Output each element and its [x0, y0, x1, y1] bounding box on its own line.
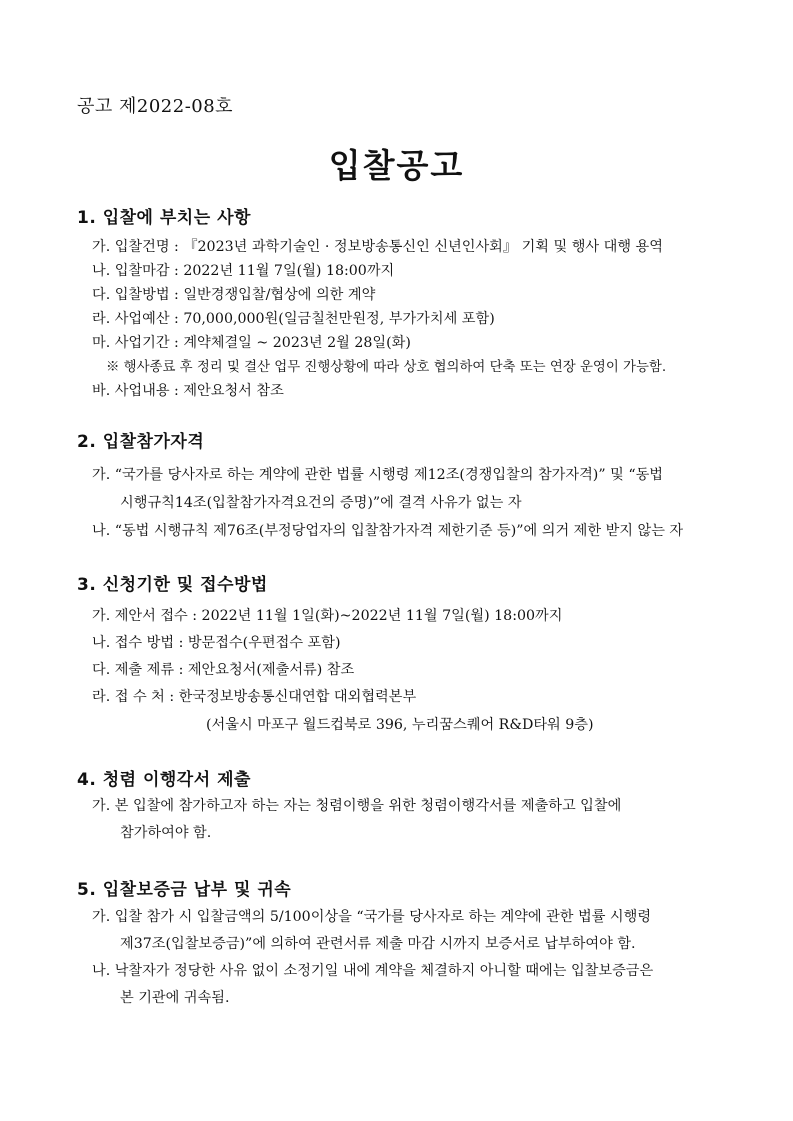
section-heading-1: 1. 입찰에 부치는 사항	[77, 208, 251, 228]
section-2-line: 시행규칙14조(입찰참가자격요건의 증명)”에 결격 사유가 없는 자	[120, 495, 522, 511]
section-3-address: (서울시 마포구 월드컵북로 396, 누리꿈스퀘어 R&D타워 9층)	[206, 717, 594, 733]
section-1-line: 가. 입찰건명 : 『2023년 과학기술인 · 정보방송통신인 신년인사회』 기획 및 행사 대행 용역	[92, 239, 663, 255]
section-heading-2: 2. 입찰참가자격	[77, 432, 205, 452]
section-1-line: 다. 입찰방법 : 일반경쟁입찰/협상에 의한 계약	[92, 287, 376, 303]
section-4-line: 참가하여야 함.	[120, 825, 212, 841]
section-1-line: 바. 사업내용 : 제안요청서 참조	[92, 383, 284, 399]
section-2-line: 가. “국가를 당사자로 하는 계약에 관한 법률 시행령 제12조(경쟁입찰의 참가자격)” 및 “동법	[92, 467, 663, 483]
section-1-line: 라. 사업예산 : 70,000,000원(일금칠천만원정, 부가가치세 포함)	[92, 311, 495, 327]
section-2-line: 나. “동법 시행규칙 제76조(부정당업자의 입찰참가자격 제한기준 등)”에 의거 제한 받지 않는 자	[92, 523, 684, 539]
section-heading-4: 4. 청렴 이행각서 제출	[77, 770, 251, 790]
section-heading-3: 3. 신청기한 및 접수방법	[77, 575, 268, 595]
section-5-line: 본 기관에 귀속됨.	[120, 990, 230, 1006]
page-title: 입찰공고	[328, 146, 465, 185]
section-1-line: 마. 사업기간 : 계약체결일 ~ 2023년 2월 28일(화)	[92, 335, 411, 351]
section-5-line: 나. 낙찰자가 정당한 사유 없이 소정기일 내에 계약을 체결하지 아니할 때에는 입찰보증금은	[92, 963, 654, 979]
section-heading-5: 5. 입찰보증금 납부 및 귀속	[77, 880, 292, 900]
section-5-line: 제37조(입찰보증금)”에 의하여 관련서류 제출 마감 시까지 보증서로 납부하여야 함.	[120, 936, 636, 952]
section-3-line: 나. 접수 방법 : 방문접수(우편접수 포함)	[92, 635, 341, 651]
notice-number: 공고 제2022-08호	[77, 96, 234, 117]
section-1-line: 나. 입찰마감 : 2022년 11월 7일(월) 18:00까지	[92, 263, 395, 279]
section-3-line: 가. 제안서 접수 : 2022년 11월 1일(화)~2022년 11월 7일(월) 18:00까지	[92, 608, 563, 624]
section-1-note: ※ 행사종료 후 정리 및 결산 업무 진행상황에 따라 상호 협의하여 단축 또는 연장 운영이 가능함.	[106, 360, 667, 375]
section-5-line: 가. 입찰 참가 시 입찰금액의 5/100이상을 “국가를 당사자로 하는 계약에 관한 법률 시행령	[92, 909, 652, 925]
section-3-line: 라. 접 수 처 : 한국정보방송통신대연합 대외협력본부	[92, 689, 417, 705]
section-4-line: 가. 본 입찰에 참가하고자 하는 자는 청렴이행을 위한 청렴이행각서를 제출하고 입찰에	[92, 798, 622, 814]
section-3-line: 다. 제출 제류 : 제안요청서(제출서류) 참조	[92, 662, 355, 678]
